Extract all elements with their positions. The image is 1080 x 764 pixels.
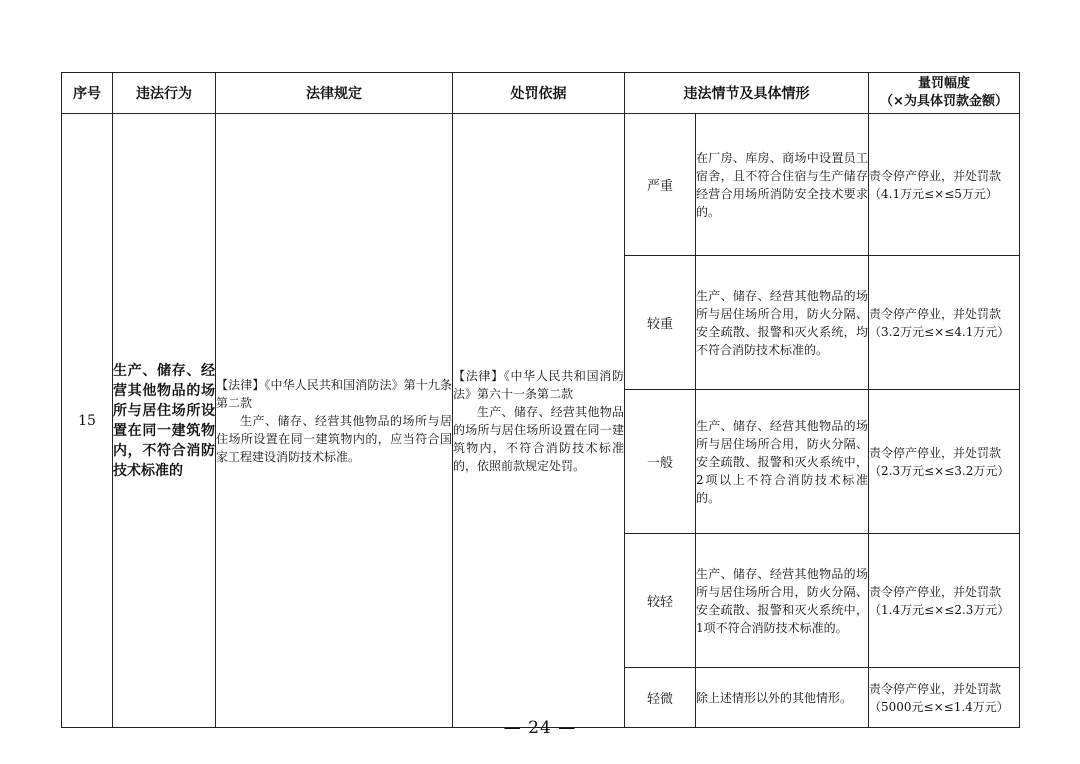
level-detail: 生产、储存、经营其他物品的场所与居住场所合用，防火分隔、安全疏散、报警和灭火系统，均不符合消防技术标准的。: [696, 256, 869, 390]
row-basis: [453, 114, 625, 728]
law-title: 【法律】《中华人民共和国消防法》第十九条第二款: [216, 377, 452, 410]
level-detail: 生产、储存、经营其他物品的场所与居住场所合用，防火分隔、安全疏散、报警和灭火系统中，1项不符合消防技术标准的。: [696, 534, 869, 668]
row-law: [216, 114, 453, 728]
header-detail: 违法情节及具体情形: [625, 73, 869, 114]
level-label: 严重: [625, 114, 696, 256]
level-amount: 责令停产停业，并处罚款（4.1万元≤×≤5万元）: [869, 114, 1020, 256]
basis-title: 【法律】《中华人民共和国消防法》第六十一条第二款: [453, 368, 624, 401]
level-amount: 责令停产停业，并处罚款（1.4万元≤×≤2.3万元）: [869, 534, 1020, 668]
law-text: 生产、储存、经营其他物品的场所与居住场所设置在同一建筑物内的，应当符合国家工程建设消防技术标准。: [216, 413, 452, 464]
level-label: 较轻: [625, 534, 696, 668]
level-amount: 责令停产停业，并处罚款（5000元≤×≤1.4万元）: [869, 668, 1020, 728]
level-detail: 生产、储存、经营其他物品的场所与居住场所合用，防火分隔、安全疏散、报警和灭火系统中，2项以上不符合消防技术标准的。: [696, 390, 869, 534]
row-act: 生产、储存、经营其他物品的场所与居住场所设置在同一建筑物内，不符合消防技术标准的: [113, 114, 216, 728]
level-amount: 责令停产停业，并处罚款（2.3万元≤×≤3.2万元）: [869, 390, 1020, 534]
table-row: [62, 114, 1020, 256]
penalty-table: [61, 72, 1020, 728]
level-detail: 除上述情形以外的其他情形。: [696, 668, 869, 728]
header-act: 违法行为: [113, 73, 216, 114]
header-basis: 处罚依据: [453, 73, 625, 114]
header-law: 法律规定: [216, 73, 453, 114]
header-seq: 序号: [62, 73, 113, 114]
basis-text: 生产、储存、经营其他物品的场所与居住场所设置在同一建筑物内，不符合消防技术标准的，依照前款规定处罚。: [453, 404, 624, 473]
level-detail: 在厂房、库房、商场中设置员工宿舍，且不符合住宿与生产储存经营合用场所消防安全技术要求的。: [696, 114, 869, 256]
level-label: 一般: [625, 390, 696, 534]
level-label: 较重: [625, 256, 696, 390]
level-amount: 责令停产停业，并处罚款（3.2万元≤×≤4.1万元）: [869, 256, 1020, 390]
header-amount-title: 量罚幅度: [917, 76, 970, 91]
header-amount: [869, 73, 1020, 114]
row-seq: 15: [62, 114, 113, 728]
header-amount-note: （×为具体罚款金额）: [880, 94, 1008, 109]
page-number: — 24 —: [503, 718, 577, 738]
header-row: [62, 73, 1020, 114]
level-label: 轻微: [625, 668, 696, 728]
